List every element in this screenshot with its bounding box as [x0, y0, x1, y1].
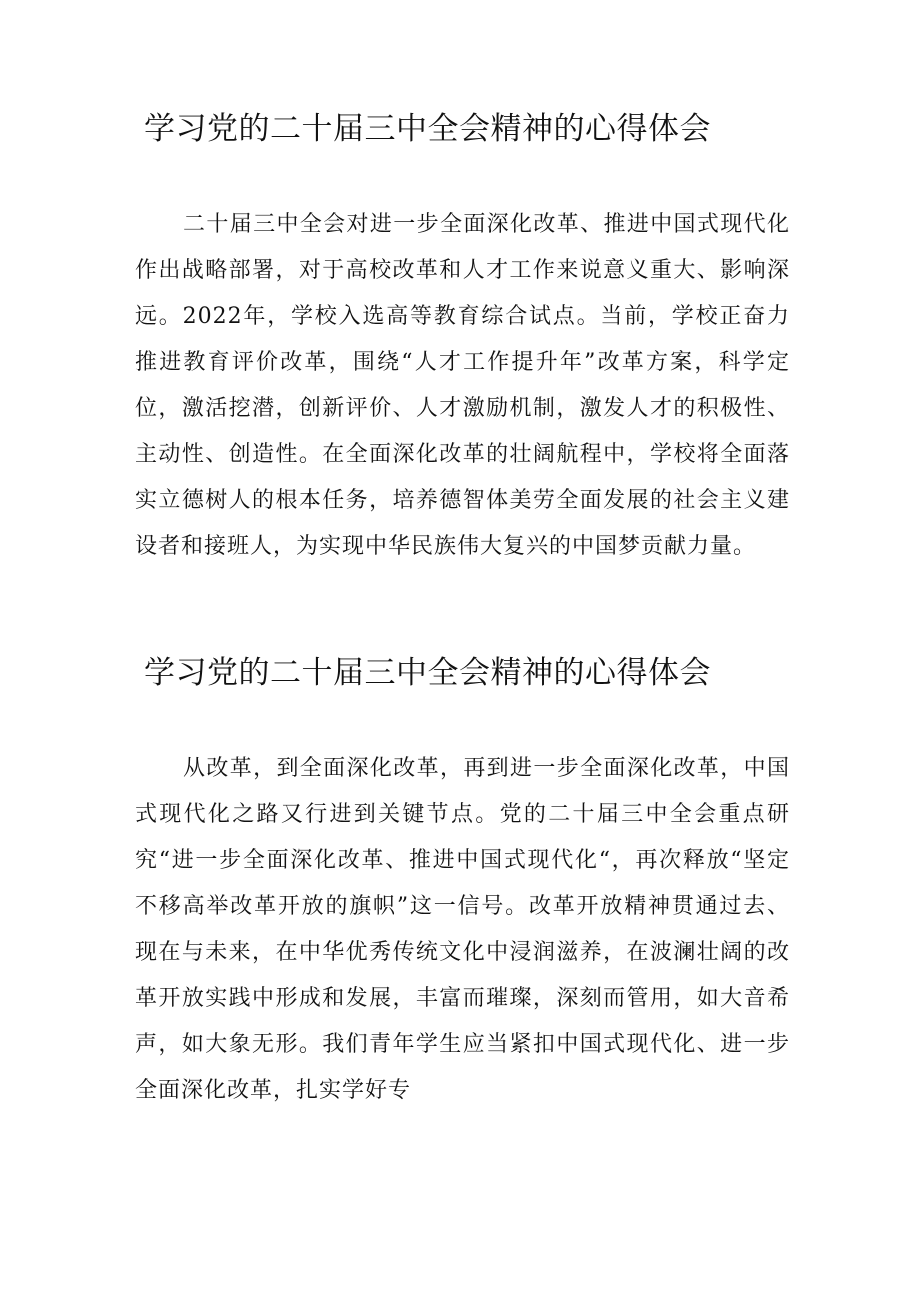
section-paragraph: 从改革，到全面深化改革，再到进一步全面深化改革，中国式现代化之路又行进到关键节点。党的二十届三中全会重点研究“进一步全面深化改革、推进中国式现代化“，再次释放“坚定不移高举改革开放的旗帜”这一信号。改革开放精神贯通过去、现在与未来，在中华优秀传统文化中浸润滋养，在波澜壮阔的改革开放实践中形成和发展，丰富而璀璨，深刻而管用，如大音希声，如大象无形。我们青年学生应当紧扣中国式现代化、进一步全面深化改革，扎实学好专 [135, 756, 790, 1103]
section-title: 学习党的二十届三中全会精神的心得体会 [144, 655, 711, 691]
section-title: 学习党的二十届三中全会精神的心得体会 [144, 111, 711, 147]
section-paragraph: 二十届三中全会对进一步全面深化改革、推进中国式现代化作出战略部署，对于高校改革和人才工作来说意义重大、影响深远。2022年，学校入选高等教育综合试点。当前，学校正奋力推进教育评价改革，围绕“人才工作提升年”改革方案，科学定位，激活挖潜，创新评价、人才激励机制，激发人才的积极性、主动性、创造性。在全面深化改革的壮阔航程中，学校将全面落实立德树人的根本任务，培养德智体美劳全面发展的社会主义建设者和接班人，为实现中华民族伟大复兴的中国梦贡献力量。 [135, 212, 790, 559]
essay-section-2 [0, 644, 920, 1103]
essay-section-1 [0, 100, 920, 559]
